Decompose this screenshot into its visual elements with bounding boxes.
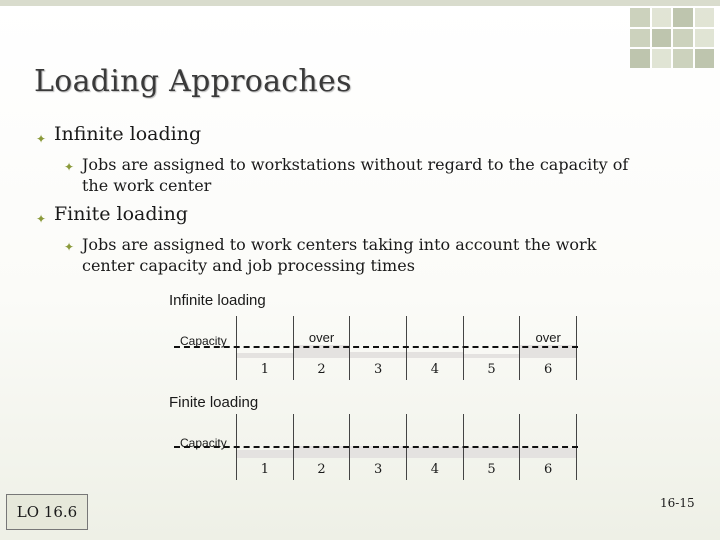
decorative-photo-collage <box>630 8 714 68</box>
load-bar <box>407 447 463 458</box>
over-capacity-label: over <box>535 330 561 345</box>
finite-loading-diagram-label: Finite loading <box>169 394 259 411</box>
work-center-number: 3 <box>374 462 383 477</box>
load-bar <box>464 447 520 458</box>
sub-bullet-finite-definition <box>64 234 634 276</box>
work-center-4 <box>406 316 463 380</box>
infinite-loading-grid <box>236 316 577 380</box>
work-center-number: 4 <box>430 362 439 377</box>
work-center-number: 2 <box>317 462 326 477</box>
bullet-infinite-loading <box>36 124 201 145</box>
load-bar <box>407 352 463 358</box>
load-bar <box>464 354 520 358</box>
bullet-marker-icon: ✦ <box>36 132 47 146</box>
work-center-3 <box>349 316 406 380</box>
bullet-text: Infinite loading <box>54 123 202 145</box>
work-center-number: 2 <box>317 362 326 377</box>
work-center-number: 6 <box>544 362 553 377</box>
over-capacity-label: over <box>308 330 335 345</box>
learning-objective-badge: LO 16.6 <box>6 494 88 530</box>
work-center-number: 5 <box>487 362 496 377</box>
load-bar <box>237 450 293 458</box>
sub-bullet-infinite-definition <box>64 154 634 196</box>
work-center-number: 1 <box>260 462 269 477</box>
work-center-number: 4 <box>430 462 439 477</box>
work-center-1 <box>236 316 293 380</box>
page-number: 16-15 <box>660 496 695 510</box>
bullet-text: Jobs are assigned to workstations without regard to the capacity of the work center <box>82 155 629 195</box>
work-center-number: 6 <box>544 462 553 477</box>
bullet-marker-icon: ✦ <box>36 212 47 226</box>
bullet-text: Finite loading <box>54 203 188 225</box>
infinite-capacity-label: Capacity <box>180 334 227 348</box>
bullet-marker-icon: ✦ <box>64 160 75 174</box>
infinite-capacity-line <box>174 346 578 348</box>
load-bar <box>237 353 293 358</box>
infinite-loading-diagram-label: Infinite loading <box>169 292 266 309</box>
finite-capacity-label: Capacity <box>180 436 227 450</box>
work-center-number: 5 <box>487 462 496 477</box>
work-center-2 <box>293 316 350 380</box>
slide-title: Loading Approaches <box>34 64 352 99</box>
work-center-number: 1 <box>260 362 269 377</box>
bullet-marker-icon: ✦ <box>64 240 75 254</box>
load-bar <box>350 352 406 358</box>
work-center-5 <box>463 316 520 380</box>
load-bar <box>520 448 576 458</box>
bullet-text: Jobs are assigned to work centers taking into account the work center capacity and job processing times <box>82 235 597 275</box>
top-accent-bar <box>0 0 720 6</box>
work-center-number: 3 <box>374 362 383 377</box>
bullet-finite-loading <box>36 204 188 225</box>
work-center-6 <box>519 316 576 380</box>
finite-capacity-line <box>174 446 578 448</box>
